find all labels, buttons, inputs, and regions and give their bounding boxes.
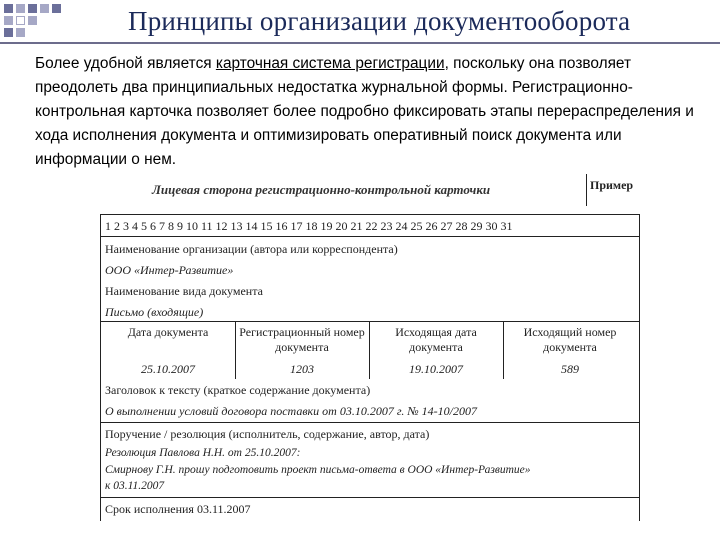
column-label: Регистрационный номер документа	[239, 325, 365, 354]
rest-text: , поскольку она позволяет преодолеть два принципиальных недостатка журнальной формы. Регистрационно-контрольная карточка позволяет более подробно фиксировать этапы перераспределения и хода исполнения документа и оптимизировать оперативный поиск документа или информации о нем.	[35, 55, 694, 168]
resolution-line: Резолюция Павлова Н.Н. от 25.10.2007:	[105, 447, 301, 459]
card-caption: Лицевая сторона регистрационно-контрольной карточки	[152, 182, 491, 197]
column-label: Исходящая дата документа	[395, 325, 477, 354]
intro-text: Более удобной является	[35, 55, 216, 72]
org-value: ООО «Интер-Развитие»	[105, 263, 234, 277]
example-label: Пример	[590, 178, 634, 192]
column-divider	[369, 321, 370, 379]
column-value: 19.10.2007	[409, 362, 463, 376]
corner-decoration	[0, 0, 120, 40]
divider	[101, 321, 639, 322]
title-divider	[0, 42, 720, 44]
body-paragraph	[35, 52, 707, 172]
column-divider	[503, 321, 504, 379]
divider	[101, 422, 639, 423]
heading-label: Заголовок к тексту (краткое содержание документа)	[105, 383, 371, 397]
column-value: 1203	[290, 362, 314, 376]
resolution-line: к 03.11.2007	[105, 480, 165, 492]
doctype-value: Письмо (входящие)	[105, 305, 204, 319]
deadline: Срок исполнения 03.11.2007	[105, 502, 251, 516]
resolution-label: Поручение / резолюция (исполнитель, содержание, автор, дата)	[105, 427, 430, 441]
resolution-line: Смирнову Г.Н. прошу подготовить проект письма-ответа в ООО «Интер-Развитие»	[105, 464, 531, 476]
highlight-term: карточная система регистрации	[215, 55, 445, 72]
divider	[101, 236, 639, 237]
column-value: 25.10.2007	[141, 362, 195, 376]
card-frame	[100, 214, 640, 521]
column-label: Исходящий номер документа	[523, 325, 617, 354]
column-divider	[235, 321, 236, 379]
registration-card	[100, 174, 640, 524]
doctype-label: Наименование вида документа	[105, 284, 263, 298]
column-label: Дата документа	[127, 325, 209, 339]
org-label: Наименование организации (автора или корреспондента)	[105, 242, 398, 256]
slide-title: Принципы организации документооборота	[128, 6, 631, 36]
column-value: 589	[561, 362, 579, 376]
days-row: 1 2 3 4 5 6 7 8 9 10 11 12 13 14 15 16 17 18 19 20 21 22 23 24 25 26 27 28 29 30 31	[105, 219, 513, 233]
heading-value: О выполнении условий договора поставки от 03.10.2007 г. № 14-10/2007	[105, 404, 478, 418]
divider	[101, 497, 639, 498]
